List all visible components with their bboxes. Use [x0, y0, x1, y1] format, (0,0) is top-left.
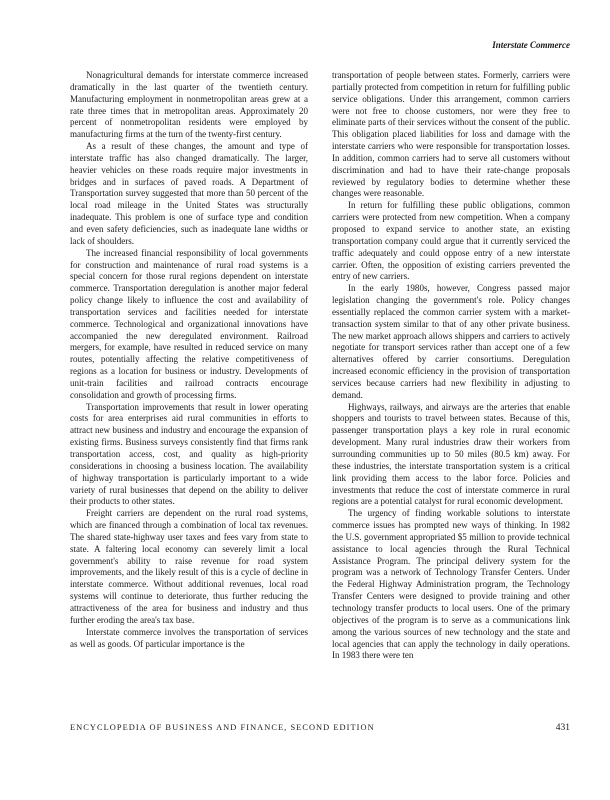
paragraph: The increased financial responsibility of local governments for construction and maintenance of rural road systems is a special concern for those rural regions dependent on interstate commerce. Transportation deregulation is another major federal policy change likely to influence the cost and availability of transportation services and facilities needed for interstate commerce. Technological and organizational innovations have accompanied the new deregulated environment. Railroad mergers, for example, have resulted in reduced service on many routes, potentially affecting the relative competitiveness of regions as a location for business or industry. Developments of unit-train facilities and railroad contracts encourage consolidation and growth of processing firms. — [70, 247, 308, 400]
paragraph: As a result of these changes, the amount and type of interstate traffic has also changed dramatically. The larger, heavier vehicles on these roads require major investments in bridges and in surfaces of paved roads. A Department of Transportation survey suggested that more than 50 percent of the local road mileage in the United States was structurally inadequate. This problem is one of surface type and condition and even safety deficiencies, such as inadequate lane widths or lack of shoulders. — [70, 141, 308, 246]
article-body — [70, 70, 570, 662]
left-column — [70, 70, 308, 662]
paragraph: Transportation improvements that result in lower operating costs for area enterprises aid rural communities in efforts to attract new business and industry and encourage the expansion of existing firms. Business surveys consistently find that firms rank transportation access, cost, and quality as high-priority considerations in choosing a business location. The availability of highway transportation is particularly important to a wide variety of rural businesses that depend on the ability to deliver their products to other states. — [70, 401, 308, 507]
paragraph: Nonagricultural demands for interstate commerce increased dramatically in the last quarter of the twentieth century. Manufacturing employment in nonmetropolitan areas grew at a rate three times that in metropolitan areas. Approximately 20 percent of nonmetropolitan residents were employed by manufacturing firms at the turn of the twenty-first century. — [70, 70, 308, 140]
paragraph: In return for fulfilling these public obligations, common carriers were protected from new competition. When a company proposed to expand service to another state, an existing transportation company could argue that it currently serviced the traffic adequately and could oppose entry of a new interstate carrier. Often, the opposition of existing carriers prevented the entry of new carriers. — [332, 200, 570, 282]
page-number: 431 — [555, 723, 570, 733]
paragraph-continued: transportation of people between states. Formerly, carriers were partially protected from competition in return for fulfilling public service obligations. Under this arrangement, common carriers were not free to choose customers, nor were they free to eliminate parts of their services without the consent of the public. This obligation placed liabilities for loss and damage with the interstate carriers who were responsible for transportation losses. In addition, common carriers had to serve all customers without discrimination and had to have their rate-change proposals reviewed by regulatory bodies to determine whether these changes were reasonable. — [332, 70, 570, 199]
paragraph: The urgency of finding workable solutions to interstate commerce issues has prompted new ways of thinking. In 1982 the U.S. government appropriated $5 million to provide technical assistance to local agencies through the Rural Technical Assistance Program. The principal delivery system for the program was a network of Technology Transfer Centers. Under the Federal Highway Administration program, the Technology Transfer Centers were designed to provide training and other technology transfer products to local users. One of the primary objectives of the program is to serve as a communications link among the various sources of new technology and the state and local agencies that can apply the technology in daily operations. In 1983 there were ten — [332, 508, 570, 661]
running-head: Interstate Commerce — [492, 40, 570, 50]
paragraph: Freight carriers are dependent on the rural road systems, which are financed through a combination of local tax revenues. The shared state-highway user taxes and fees vary from state to state. A faltering local economy can severely limit a local government's ability to raise revenue for road system improvements, and the likely result of this is a cycle of decline in interstate commerce. Without additional revenues, local road systems will continue to deteriorate, thus further reducing the attractiveness of the area for business and industry and thus further eroding the area's tax base. — [70, 508, 308, 625]
right-column — [332, 70, 570, 662]
publication-title: ENCYCLOPEDIA OF BUSINESS AND FINANCE, SECOND EDITION — [70, 723, 375, 732]
paragraph: Highways, railways, and airways are the arteries that enable shoppers and tourists to travel between states. Because of this, passenger transportation plays a key role in rural economic development. Many rural industries draw their workers from surrounding communities up to 50 miles (80.5 km) away. For these industries, the interstate transportation system is a critical link providing them access to the labor force. Policies and investments that reduce the cost of interstate commerce in rural regions are a potential catalyst for rural economic development. — [332, 401, 570, 507]
paragraph: In the early 1980s, however, Congress passed major legislation changing the government's role. Policy changes essentially replaced the common carrier system with a market-transaction system similar to that of any other private business. The new market approach allows shippers and carriers to actively negotiate for transport services rather than accept one of a few alternatives offered by carrier consortiums. Deregulation increased economic efficiency in the provision of transportation services because carriers had new flexibility in adjusting to demand. — [332, 283, 570, 400]
paragraph: Interstate commerce involves the transportation of services as well as goods. Of particular importance is the — [70, 626, 308, 649]
page-footer — [70, 723, 570, 733]
